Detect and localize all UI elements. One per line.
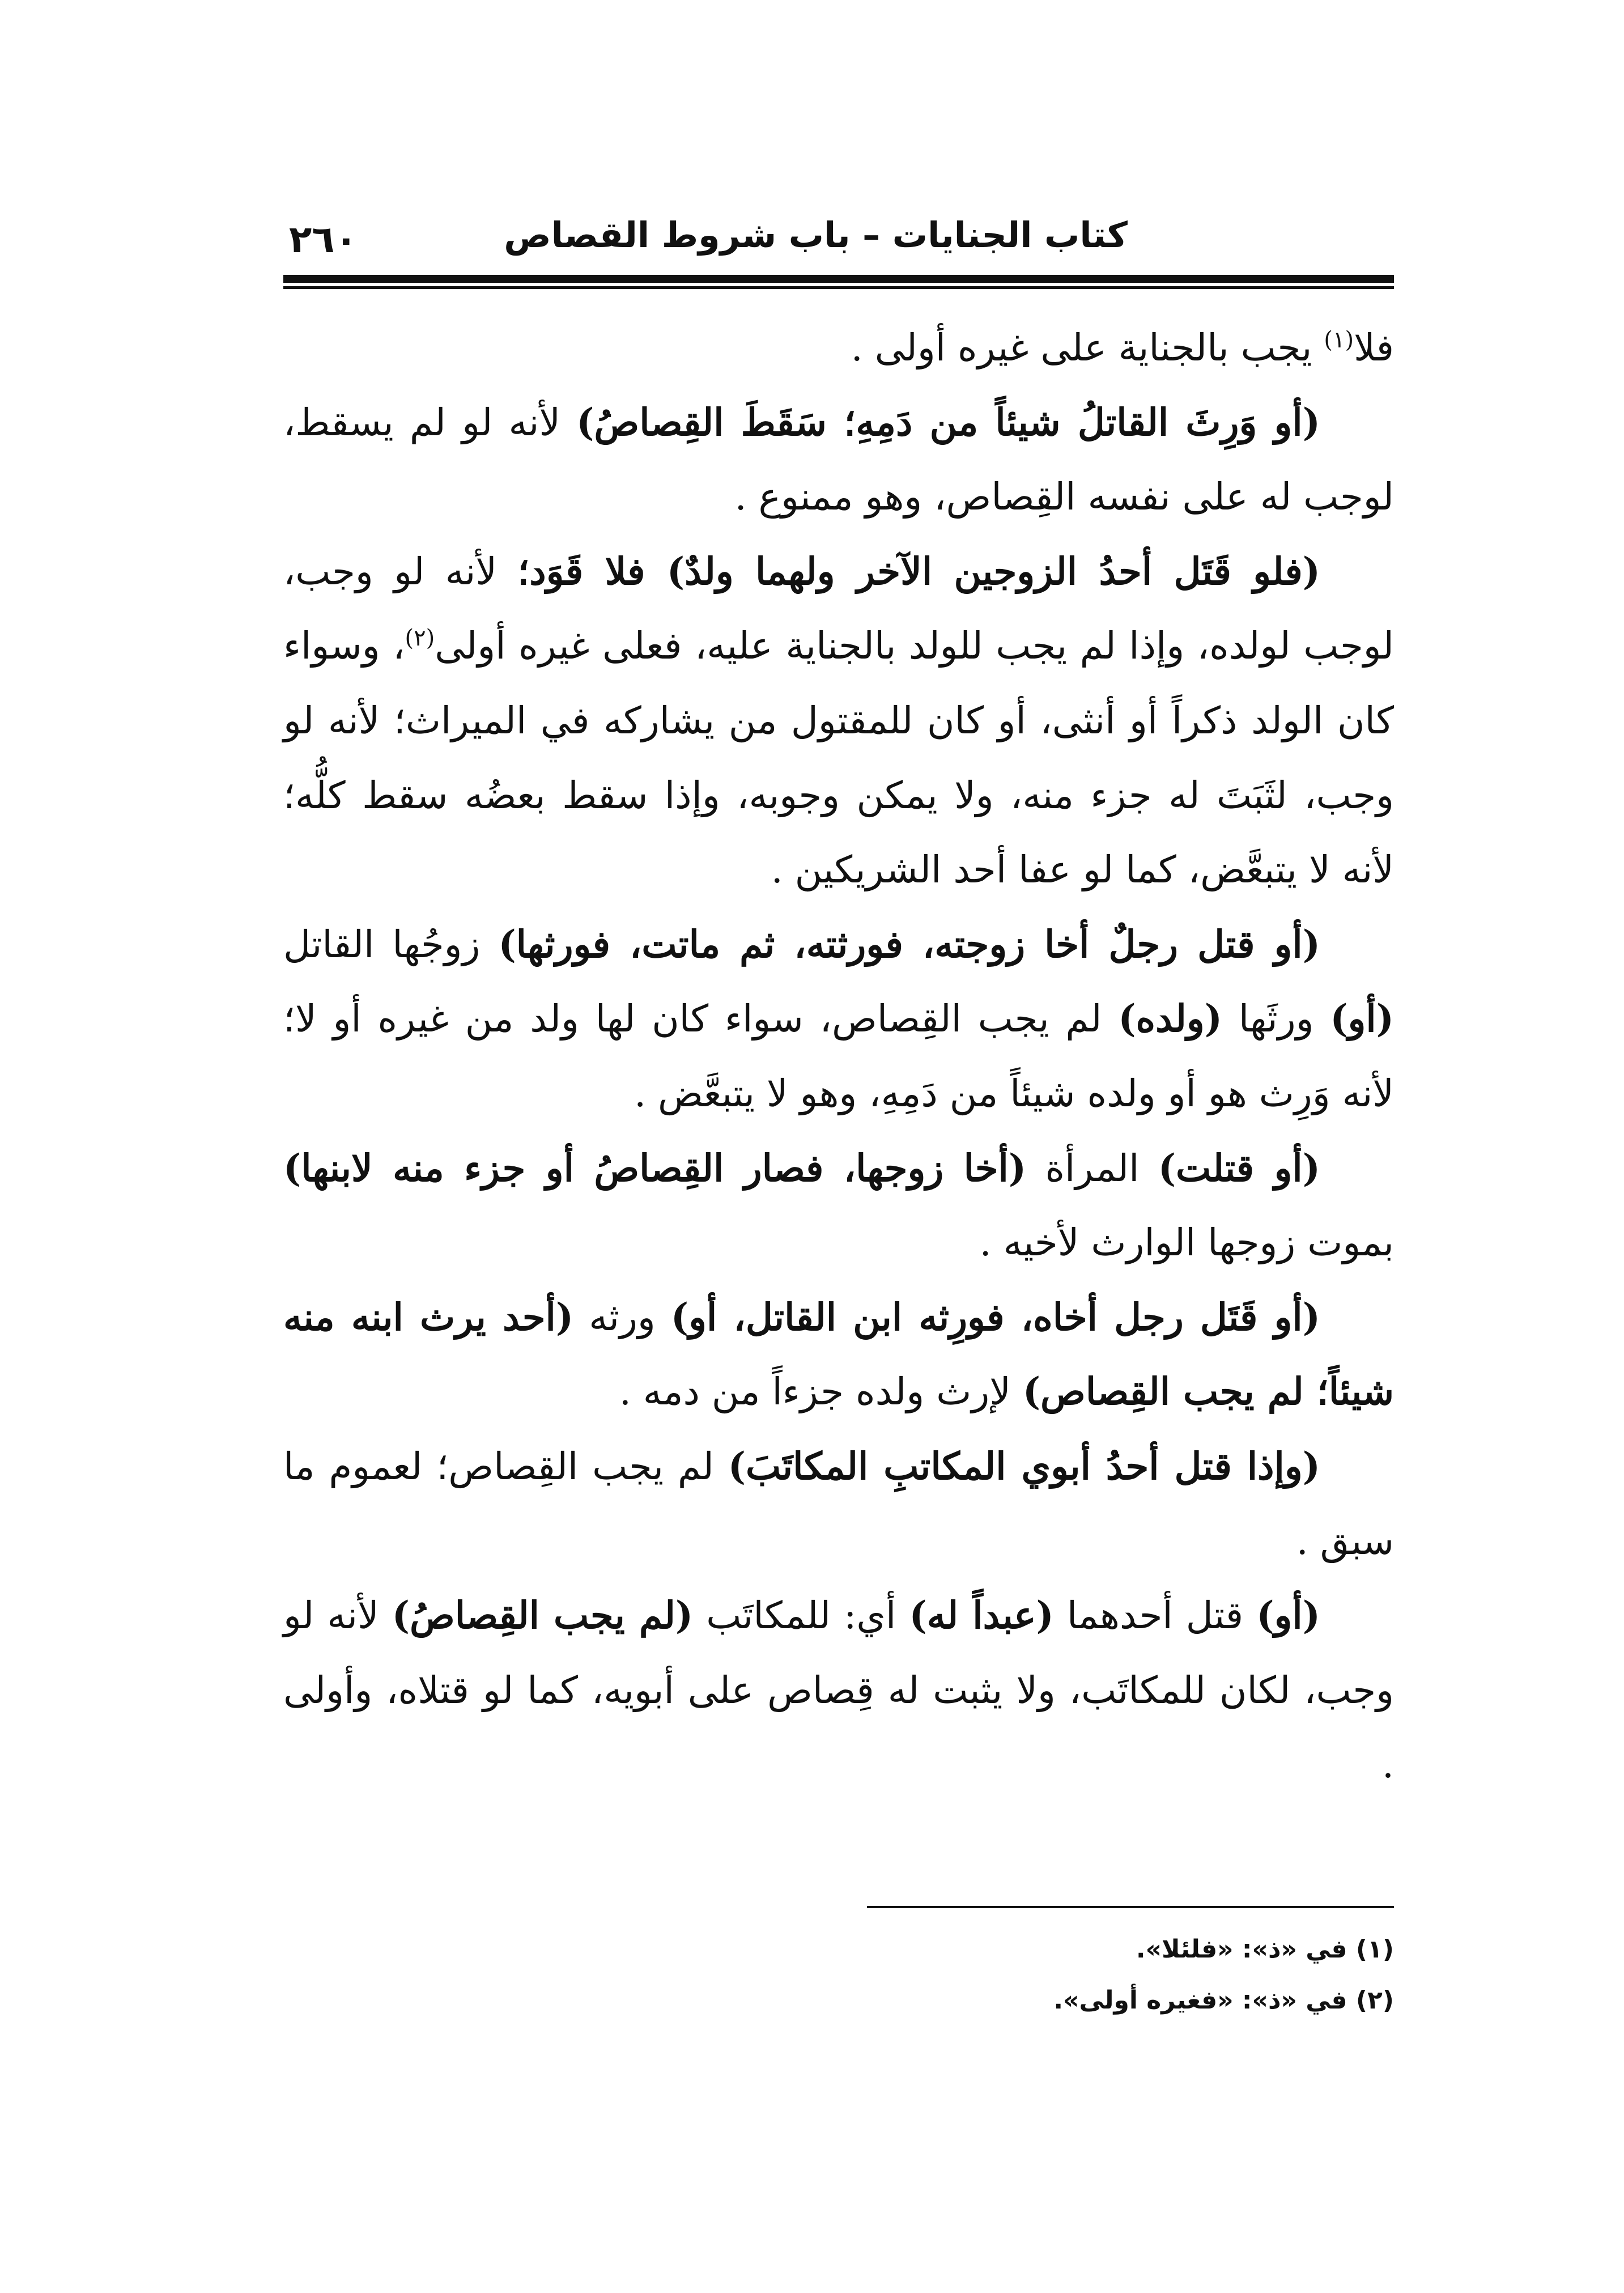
running-header: [283, 207, 1394, 269]
matn-text: (أخا زوجها، فصار القِصاصُ أو جزء منه لابنها): [283, 1145, 1027, 1190]
matn-text: (وإذا قتل أحدُ أبوي المكاتبِ المكاتَبَ): [728, 1443, 1320, 1488]
commentary-text: لم يجب القِصاص، سواء كان لها ولد من غيره أو لا؛ لأنه وَرِث هو أو ولده شيئاً من دَمِهِ، وهو لا يتبعَّض .: [283, 997, 1394, 1115]
matn-text: (أو): [1256, 1593, 1320, 1638]
matn-text: (أحد يرث ابنه منه شيئاً؛ لم يجب القِصاص): [283, 1294, 1394, 1414]
paragraph: [283, 1578, 1394, 1802]
body-text: [283, 311, 1394, 1802]
footnote-reference: (٢): [405, 625, 435, 652]
matn-text: (أو): [1330, 996, 1394, 1041]
footnote-separator: [867, 1906, 1394, 1908]
paragraph: [283, 534, 1394, 907]
header-rule-thin: [283, 286, 1394, 289]
matn-text: (ولده): [1118, 996, 1222, 1041]
commentary-text: ورثه: [573, 1295, 671, 1339]
commentary-text: زوجُها القاتل: [283, 922, 499, 966]
matn-text: (أو قَتَل رجل أخاه، فورِثه ابن القاتل، أو): [670, 1294, 1320, 1339]
commentary-text: لأنه لو وجب، لوجب لولده، وإذا لم يجب للولد بالجناية عليه، فعلى غيره أولى: [283, 549, 1395, 668]
commentary-text: أي: للمكاتَب: [693, 1594, 909, 1638]
matn-text: (عبداً له): [909, 1593, 1054, 1638]
commentary-text: لأنه لو وجب، لكان للمكاتَب، ولا يثبت له قِصاص على أبويه، كما لو قتلاه، وأولى .: [283, 1594, 1394, 1787]
matn-text: (لم يجب القِصاصُ): [392, 1593, 694, 1638]
commentary-text: قتل أحدهما: [1053, 1594, 1257, 1638]
paragraph: [283, 907, 1394, 1131]
matn-text: (أو قتلت): [1158, 1145, 1320, 1190]
footnote-2: (٢) في «ذ»: «فغيره أولى».: [1053, 1986, 1394, 2015]
commentary-text: لم يجب القِصاص؛ لعموم ما سبق .: [283, 1444, 1394, 1563]
page-number: ٢٦٠: [289, 218, 358, 261]
matn-text: (أو وَرِثَ القاتلُ شيئاً من دَمِهِ؛ سَقَطَ القِصاصُ): [576, 400, 1320, 444]
commentary-text: ، وسواء كان الولد ذكراً أو أنثى، أو كان للمقتول من يشاركه في الميراث؛ لأنه لو وجب، لثَبَتَ له جزء منه، ولا يمكن وجوبه، وإذا سقط بعضُه سقط كلُّه؛ لأنه لا يتبعَّض، كما لو عفا أحد الشريكين .: [283, 624, 1394, 892]
paragraph: [283, 1429, 1394, 1578]
commentary-text: يجب بالجناية على غيره أولى .: [851, 326, 1324, 370]
commentary-text: لأنه لو لم يسقط، لوجب له على نفسه القِصاص، وهو ممنوع .: [283, 400, 1394, 519]
commentary-text: لإرث ولده جزءاً من دمه .: [619, 1370, 1023, 1414]
footnote-reference: (١): [1324, 327, 1354, 353]
footnote-1: (١) في «ذ»: «فلئلا».: [1136, 1935, 1394, 1964]
chapter-title: كتاب الجنايات – باب شروط القصاص: [504, 214, 1128, 256]
header-rule-thick: [283, 275, 1394, 283]
commentary-text: ورثَها: [1222, 997, 1330, 1041]
paragraph: [283, 385, 1394, 534]
matn-text: (فلو قَتَل أحدُ الزوجين الآخر ولهما ولدٌ) فلا قَوَد؛: [517, 549, 1320, 593]
commentary-text: بموت زوجها الوارث لأخيه .: [979, 1221, 1394, 1265]
paragraph: [283, 1280, 1394, 1429]
paragraph: [283, 311, 1394, 385]
commentary-text: المرأة: [1026, 1146, 1158, 1190]
matn-text: (أو قتل رجلٌ أخا زوجته، فورثته، ثم ماتت، فورثها): [498, 922, 1320, 966]
paragraph: [283, 1131, 1394, 1280]
commentary-text: فلا: [1354, 326, 1394, 370]
footnotes: [793, 1924, 1394, 2026]
